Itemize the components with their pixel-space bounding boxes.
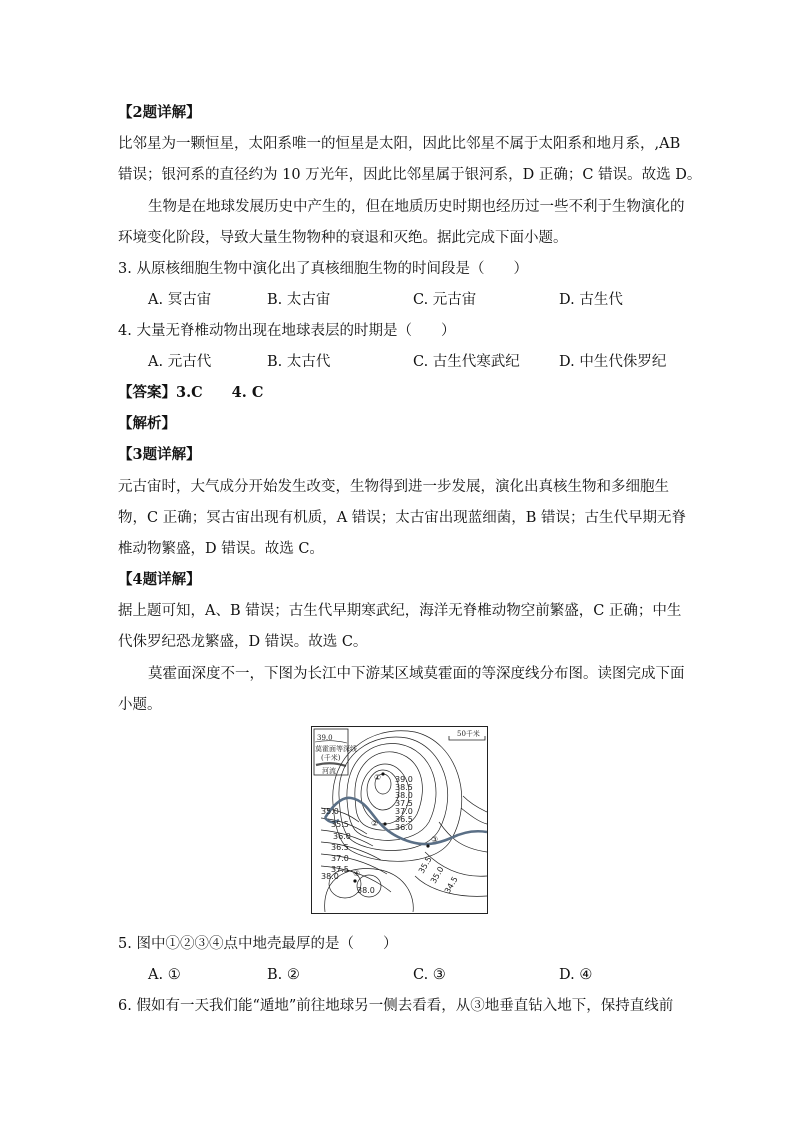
legend-sample-value: 39.0 — [317, 734, 333, 742]
svg-text:38.0: 38.0 — [321, 872, 339, 881]
q4-option-d: D. 中生代侏罗纪 — [559, 354, 667, 370]
intro-paragraph-line2: 环境变化阶段，导致大量生物物种的衰退和灭绝。据此完成下面小题。 — [118, 230, 568, 246]
q4-option-b: B. 太古代 — [267, 354, 331, 370]
intro2-paragraph-line1: 莫霍面深度不一，下图为长江中下游某区域莫霍面的等深度线分布图。读图完成下面 — [148, 666, 685, 682]
q2-paragraph-line1: 比邻星为一颗恒星，太阳系唯一的恒星是太阳，因此比邻星不属于太阳系和地月系，,AB — [118, 136, 681, 152]
svg-text:39.0: 39.0 — [395, 775, 413, 784]
svg-text:36.5: 36.5 — [331, 843, 349, 852]
intro2-paragraph-line2: 小题。 — [118, 697, 162, 713]
q2-paragraph-line2: 错误；银河系的直径约为 10 万光年，因此比邻星属于银河系，D 正确；C 错误。故选 D。 — [118, 167, 702, 183]
q4-option-c: C. 古生代寒武纪 — [413, 354, 520, 370]
svg-text:35.0: 35.0 — [428, 865, 446, 885]
q3-option-d: D. 古生代 — [559, 292, 623, 308]
svg-text:37.5: 37.5 — [395, 799, 413, 808]
q3-option-a: A. 冥古宙 — [148, 292, 212, 308]
answer-line: 【答案】3.C 4. C — [118, 384, 264, 401]
question-3: 3. 从原核细胞生物中演化出了真核细胞生物的时间段是（ ） — [118, 261, 528, 277]
q3-option-b: B. 太古宙 — [267, 292, 331, 308]
q2-detail-heading: 【2题详解】 — [118, 104, 201, 121]
q4-option-a: A. 元古代 — [148, 354, 212, 370]
svg-text:37.0: 37.0 — [395, 807, 413, 816]
svg-text:36.0: 36.0 — [333, 832, 351, 841]
intro-paragraph-line1: 生物是在地球发展历史中产生的，但在地质历史时期也经历过一些不利于生物演化的 — [148, 199, 685, 215]
svg-text:37.5: 37.5 — [331, 865, 349, 874]
question-6: 6. 假如有一天我们能“遁地”前往地球另一侧去看看，从③地垂直钻入地下，保持直线前 — [118, 998, 674, 1014]
svg-text:38.0: 38.0 — [357, 886, 375, 895]
q5-option-a: A. ① — [148, 967, 181, 983]
point-4-label: ④ — [353, 869, 361, 878]
svg-text:35.5: 35.5 — [416, 855, 434, 875]
question-4: 4. 大量无脊椎动物出现在地球表层的时期是（ ） — [118, 323, 456, 339]
q3-option-c: C. 元古宙 — [413, 292, 477, 308]
legend-unit: (千米) — [321, 754, 341, 762]
analysis-heading: 【解析】 — [118, 415, 176, 432]
svg-text:35.5: 35.5 — [331, 820, 349, 829]
svg-text:36.0: 36.0 — [395, 823, 413, 832]
q3-paragraph-line2: 物，C 正确；冥古宙出现有机质，A 错误；太古宙出现蓝细菌，B 错误；古生代早期无脊 — [118, 510, 687, 526]
q5-option-c: C. ③ — [413, 967, 446, 983]
q4-paragraph-line2: 代侏罗纪恐龙繁盛，D 错误。故选 C。 — [118, 634, 368, 650]
q4-detail-heading: 【4题详解】 — [118, 571, 201, 588]
point-1-label: ① — [374, 773, 382, 782]
svg-text:34.5: 34.5 — [442, 875, 460, 895]
question-5: 5. 图中①②③④点中地壳最厚的是（ ） — [118, 936, 398, 952]
point-3-label: ③ — [431, 835, 439, 844]
q5-option-b: B. ② — [267, 967, 300, 983]
scale-label: 50千米 — [457, 730, 480, 738]
center-contour-labels — [395, 775, 413, 832]
svg-text:38.0: 38.0 — [395, 791, 413, 800]
svg-text:37.0: 37.0 — [331, 854, 349, 863]
point-2-label: ② — [371, 819, 379, 828]
legend-contour-label: 莫霍面等深线 — [315, 745, 357, 753]
legend-river-label: 河流 — [322, 767, 336, 775]
svg-text:38.5: 38.5 — [395, 783, 413, 792]
moho-depth-contour-map — [311, 726, 488, 914]
q3-detail-heading: 【3题详解】 — [118, 446, 201, 463]
q4-paragraph-line1: 据上题可知，A、B 错误；古生代早期寒武纪，海洋无脊椎动物空前繁盛，C 正确；中生 — [118, 603, 682, 619]
q3-paragraph-line1: 元古宙时，大气成分开始发生改变，生物得到进一步发展，演化出真核生物和多细胞生 — [118, 479, 669, 495]
svg-text:35.0: 35.0 — [321, 807, 339, 816]
q5-option-d: D. ④ — [559, 967, 593, 983]
svg-text:36.5: 36.5 — [395, 815, 413, 824]
q3-paragraph-line3: 椎动物繁盛，D 错误。故选 C。 — [118, 541, 324, 557]
